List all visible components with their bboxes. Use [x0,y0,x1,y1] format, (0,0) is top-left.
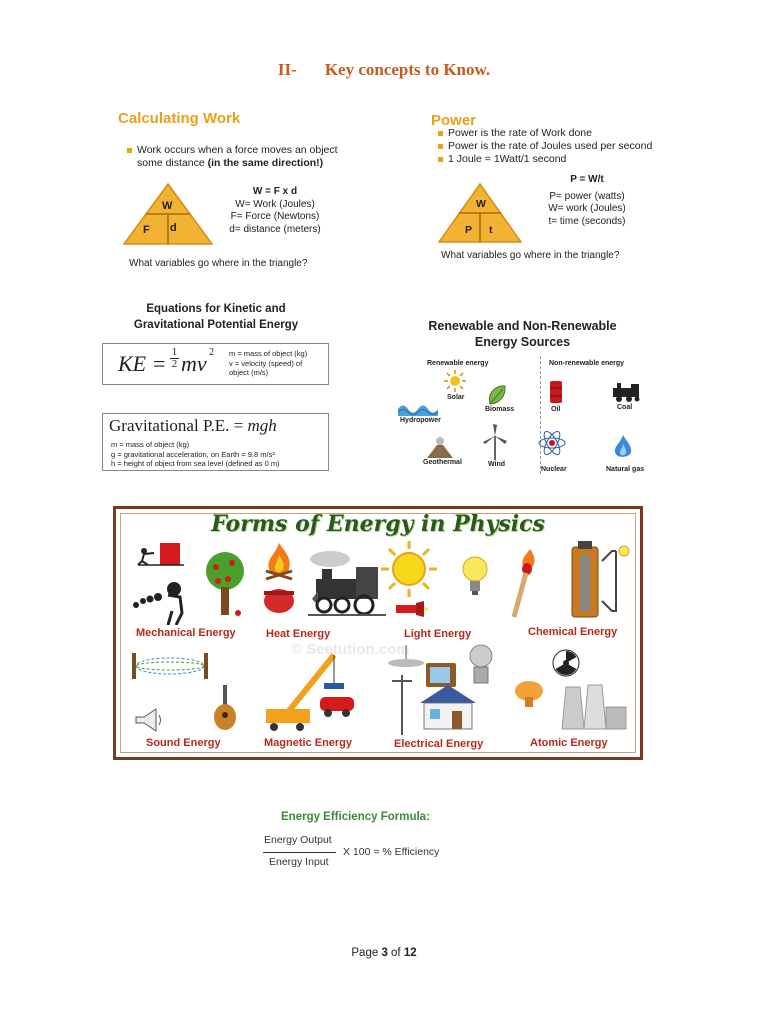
power-title: Power [431,112,477,129]
power-triangle-icon [437,182,523,244]
work-def-f: F= Force (Newtons) [230,211,320,222]
waves-icon [398,402,442,416]
power-definitions [537,174,637,228]
radiation-icon [552,649,580,677]
atomic-energy-label: Atomic Energy [530,737,608,749]
leaf-icon [487,384,507,406]
house-icon [390,675,482,735]
work-tri-left: F [143,224,150,236]
chemical-energy-label: Chemical Energy [528,626,618,638]
equations-title: Equations for Kinetic and Gravitational Potential Energy [133,303,299,331]
work-question: What variables go where in the triangle? [129,258,308,269]
renewable-label: Renewable energy [427,360,489,367]
efficiency-numerator: Energy Output [264,834,332,846]
pe-equation: Gravitational P.E. = mgh [109,416,277,435]
power-bullet: Power is the rate of Work done [437,127,672,140]
work-tri-top: W [162,200,173,212]
power-def-w: W= work (Joules) [548,203,626,214]
power-bullets [437,127,672,166]
work-def-d: d= distance (meters) [229,223,321,235]
apple-tree-icon [204,547,246,619]
work-def-w: W= Work (Joules) [235,198,315,210]
atom-icon [537,428,567,458]
current-page: 3 [381,947,388,959]
pe-equation-box [102,413,329,471]
flashlight-icon [396,601,428,617]
sun-icon [381,541,437,597]
forms-of-energy-panel [113,506,643,760]
section-title: Key concepts to Know. [324,60,491,79]
wind-label: Wind [488,461,506,468]
work-formula: W = F x d [252,186,298,197]
ke-equation-box [102,343,329,385]
natural-gas-label: Natural gas [606,466,645,473]
equations-panel [100,296,332,476]
power-def-p: P= power (watts) [549,190,625,202]
heat-icon [262,541,296,619]
energy-sources-panel [395,310,650,480]
matchstick-icon [510,547,538,619]
power-tri-right: t [489,224,493,236]
power-panel [425,100,675,272]
oil-barrel-icon [549,380,563,404]
work-triangle-icon [122,182,214,246]
nuclear-label: Nuclear [541,466,567,473]
ke-rhs: mv [181,351,207,376]
power-bullet: 1 Joule = 1Watt/1 second [437,153,672,166]
mechanical-energy-label: Mechanical Energy [136,627,236,639]
steam-train-icon [308,549,386,619]
spring-icon [130,649,210,683]
power-tri-left: P [465,224,473,236]
efficiency-rhs: X 100 = % Efficiency [343,846,440,858]
ke-definitions: m = mass of object (kg) v = velocity (speed) of object (m/s) [229,349,308,377]
geothermal-label: Geothermal [423,459,462,466]
nonrenewable-label: Non-renewable energy [549,360,625,367]
pe-definitions: m = mass of object (kg) g = gravitational acceleration, on Earth = 9.8 m/s² h = height of object from sea level (defined as 0 m) [111,440,280,468]
work-panel [112,100,370,278]
forms-watermark: © Seetution.com [291,641,410,658]
explosion-icon [512,679,546,709]
ke-exponent: 2 [209,347,214,358]
hydropower-label: Hydropower [400,417,441,424]
solar-label: Solar [447,394,465,401]
volcano-icon [425,436,455,458]
work-definitions [220,186,330,236]
section-number: II- [277,60,297,79]
oil-label: Oil [551,406,561,413]
electrical-energy-label: Electrical Energy [394,738,484,750]
forms-title: Forms of Energy in Physics [211,511,545,537]
power-def-t: t= time (seconds) [548,215,626,227]
fraction-line [263,852,336,853]
guitar-icon [208,685,242,733]
wind-turbine-icon [483,424,507,460]
sources-title: Renewable and Non-Renewable Energy Sources [428,319,617,349]
power-question: What variables go where in the triangle? [441,250,620,261]
light-energy-label: Light Energy [404,628,472,640]
coal-label: Coal [617,404,633,411]
work-bullet: Work occurs when a force moves an object some distance (in the same direction!) [126,144,377,170]
gas-flame-icon [613,434,633,460]
efficiency-denominator: Energy Input [269,856,329,868]
page-footer: Page 3 of 12 [351,947,417,959]
work-title: Calculating Work [118,110,241,127]
power-formula: P = W/t [570,174,604,185]
sun-icon [443,370,467,392]
crane-magnet-icon [264,647,356,731]
megaphone-icon [134,707,164,733]
efficiency-title: Energy Efficiency Formula: [281,811,430,823]
mechanical-icon [128,541,188,625]
section-heading [0,60,768,80]
biomass-label: Biomass [485,406,515,413]
heat-energy-label: Heat Energy [266,628,331,640]
power-bullet: Power is the rate of Joules used per second [437,140,672,153]
total-pages: 12 [403,947,417,959]
light-bulb-icon [460,555,490,597]
power-tri-top: W [476,198,486,210]
power-plant-icon [556,681,628,731]
work-tri-right: d [170,222,177,234]
magnetic-energy-label: Magnetic Energy [264,737,353,749]
locomotive-icon [609,382,643,402]
ke-lhs: KE = [118,351,167,376]
sound-energy-label: Sound Energy [146,737,221,749]
battery-icon [566,541,630,621]
ke-fraction: 1 2 [171,346,178,370]
